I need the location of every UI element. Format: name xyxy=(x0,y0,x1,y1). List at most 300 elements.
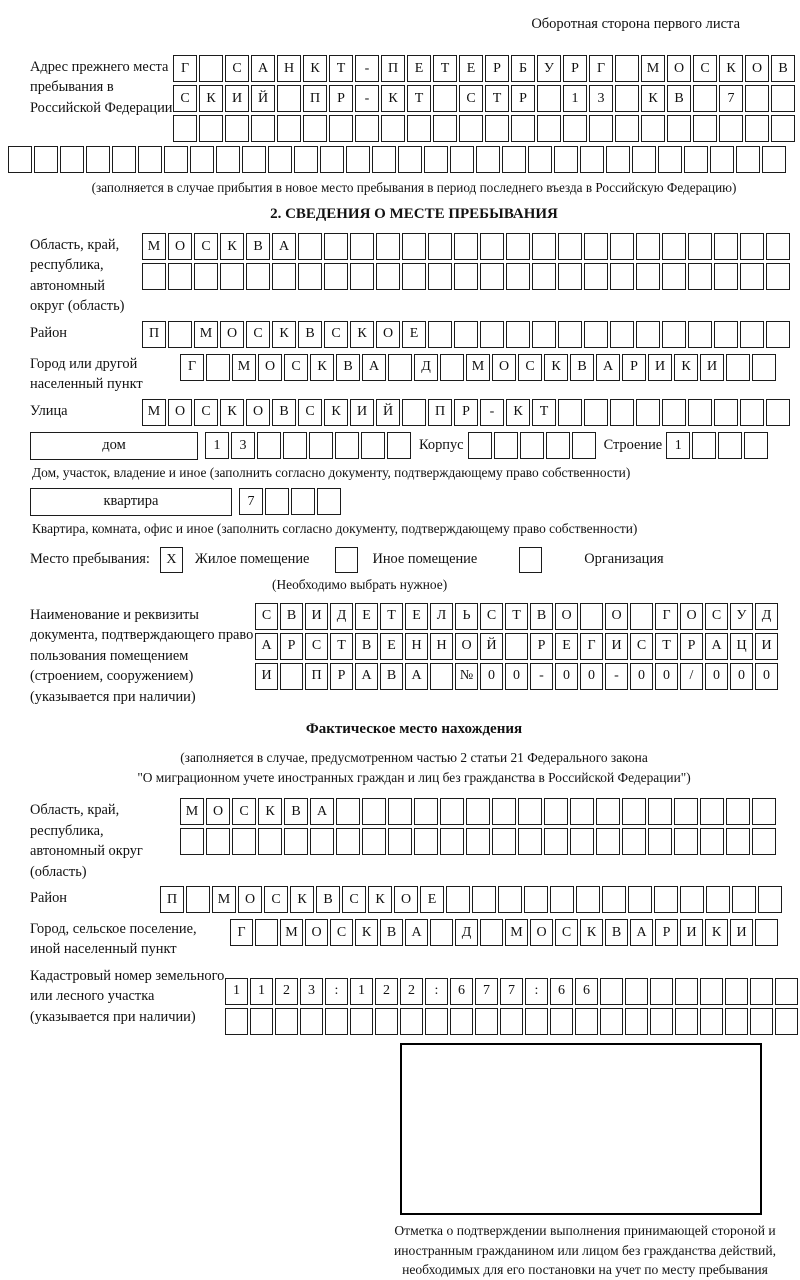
char-cell xyxy=(199,55,223,82)
s2-gorod-row xyxy=(180,354,776,381)
char-cell xyxy=(558,399,582,426)
s2-oblast-block xyxy=(30,233,798,317)
char-cell xyxy=(584,233,608,260)
char-cell xyxy=(674,828,698,855)
char-cell xyxy=(430,919,453,946)
char-cell: 7 xyxy=(719,85,743,112)
char-cell xyxy=(554,146,578,173)
char-cell xyxy=(532,233,556,260)
char-cell: № xyxy=(455,663,478,690)
char-cell: Е xyxy=(380,633,403,660)
char-cell: Й xyxy=(376,399,400,426)
char-cell: 0 xyxy=(580,663,603,690)
char-cell xyxy=(600,978,623,1005)
char-cell xyxy=(283,432,307,459)
char-cell xyxy=(398,146,422,173)
char-cell xyxy=(402,263,426,290)
char-cell: О xyxy=(455,633,478,660)
char-cell: - xyxy=(480,399,504,426)
char-cell xyxy=(744,432,768,459)
char-cell xyxy=(430,663,453,690)
char-cell: С xyxy=(330,919,353,946)
char-cell xyxy=(414,798,438,825)
s2-oblast-row2 xyxy=(142,263,790,290)
char-cell: П xyxy=(305,663,328,690)
char-cell xyxy=(220,263,244,290)
char-cell: В xyxy=(246,233,270,260)
dom-row xyxy=(30,432,798,460)
char-cell: Т xyxy=(485,85,509,112)
char-cell: А xyxy=(255,633,278,660)
char-cell: М xyxy=(505,919,528,946)
char-cell xyxy=(450,1008,473,1035)
document-row1 xyxy=(255,603,778,630)
char-cell xyxy=(558,263,582,290)
char-cell xyxy=(558,233,582,260)
prev-address-row1 xyxy=(173,55,795,82)
char-cell xyxy=(700,978,723,1005)
char-cell: М xyxy=(180,798,204,825)
char-cell xyxy=(206,354,230,381)
char-cell: В xyxy=(316,886,340,913)
char-cell: И xyxy=(305,603,328,630)
char-cell xyxy=(524,886,548,913)
char-cell xyxy=(745,85,769,112)
char-cell: С xyxy=(555,919,578,946)
char-cell xyxy=(272,263,296,290)
prev-address-rows xyxy=(173,55,795,142)
char-cell xyxy=(675,1008,698,1035)
char-cell: 0 xyxy=(505,663,528,690)
char-cell xyxy=(475,1008,498,1035)
char-cell xyxy=(480,263,504,290)
char-cell xyxy=(750,1008,773,1035)
document-row3 xyxy=(255,663,778,690)
char-cell: Т xyxy=(505,603,528,630)
char-cell xyxy=(537,115,561,142)
char-cell xyxy=(532,263,556,290)
kvartira-box: квартира xyxy=(30,488,232,516)
char-cell xyxy=(255,919,278,946)
char-cell xyxy=(650,1008,673,1035)
char-cell: 0 xyxy=(555,663,578,690)
char-cell xyxy=(280,663,303,690)
char-cell: М xyxy=(641,55,665,82)
char-cell: - xyxy=(605,663,628,690)
char-cell xyxy=(641,115,665,142)
s2-gorod-label: Город или другой населенный пункт xyxy=(30,355,143,393)
char-cell xyxy=(589,115,613,142)
char-cell xyxy=(284,828,308,855)
char-cell xyxy=(758,886,782,913)
char-cell xyxy=(381,115,405,142)
fact-gorod-label: Город, сельское поселение, иной населенный пункт xyxy=(30,921,197,958)
char-cell xyxy=(675,978,698,1005)
char-cell: С xyxy=(246,321,270,348)
s2-ulitsa-block xyxy=(30,399,798,426)
char-cell: С xyxy=(459,85,483,112)
char-cell: И xyxy=(755,633,778,660)
char-cell: К xyxy=(199,85,223,112)
char-cell xyxy=(628,886,652,913)
char-cell xyxy=(575,1008,598,1035)
char-cell xyxy=(186,886,210,913)
char-cell: О xyxy=(258,354,282,381)
char-cell: 7 xyxy=(500,978,523,1005)
char-cell xyxy=(309,432,333,459)
char-cell: Р xyxy=(454,399,478,426)
char-cell xyxy=(362,798,386,825)
char-cell xyxy=(361,432,385,459)
zhiloe-label: Жилое помещение xyxy=(194,551,310,568)
char-cell xyxy=(546,432,570,459)
char-cell: К xyxy=(220,233,244,260)
char-cell: Е xyxy=(459,55,483,82)
char-cell xyxy=(298,233,322,260)
char-cell: 0 xyxy=(655,663,678,690)
char-cell: О xyxy=(605,603,628,630)
char-cell xyxy=(440,354,464,381)
char-cell: В xyxy=(355,633,378,660)
char-cell: М xyxy=(142,233,166,260)
char-cell: С xyxy=(305,633,328,660)
char-cell: 7 xyxy=(475,978,498,1005)
char-cell: Е xyxy=(555,633,578,660)
char-cell: В xyxy=(667,85,691,112)
char-cell xyxy=(544,828,568,855)
char-cell xyxy=(622,798,646,825)
char-cell xyxy=(300,1008,323,1035)
char-cell xyxy=(60,146,84,173)
char-cell xyxy=(336,828,360,855)
char-cell xyxy=(502,146,526,173)
char-cell xyxy=(173,115,197,142)
char-cell xyxy=(662,263,686,290)
char-cell: Т xyxy=(655,633,678,660)
char-cell: В xyxy=(530,603,553,630)
char-cell: 6 xyxy=(550,978,573,1005)
char-cell xyxy=(433,115,457,142)
stroenie-cells xyxy=(666,432,768,459)
char-cell xyxy=(492,828,516,855)
char-cell: К xyxy=(381,85,405,112)
char-cell xyxy=(168,321,192,348)
prev-address-row4 xyxy=(8,146,798,173)
char-cell xyxy=(498,886,522,913)
char-cell: 0 xyxy=(755,663,778,690)
char-cell: Н xyxy=(405,633,428,660)
char-cell xyxy=(425,1008,448,1035)
char-cell xyxy=(324,263,348,290)
kvartira-cells xyxy=(239,488,341,515)
char-cell xyxy=(528,146,552,173)
prev-address-row3 xyxy=(173,115,795,142)
fact-gorod-block xyxy=(30,917,798,960)
char-cell xyxy=(718,432,742,459)
char-cell xyxy=(506,263,530,290)
char-cell: - xyxy=(530,663,553,690)
char-cell xyxy=(310,828,334,855)
s2-raion-label: Район xyxy=(30,324,67,341)
s2-oblast-label: Область, край, республика, автономный округ (область) xyxy=(30,237,125,315)
mesto-note: (Необходимо выбрать нужное) xyxy=(272,576,448,592)
fact-raion-block xyxy=(30,886,798,913)
char-cell: Д xyxy=(414,354,438,381)
back-side-note: Оборотная сторона первого листа xyxy=(531,16,740,32)
char-cell: А xyxy=(405,919,428,946)
korpus-label: Корпус xyxy=(419,437,464,454)
char-cell: И xyxy=(680,919,703,946)
char-cell: В xyxy=(380,919,403,946)
char-cell xyxy=(428,321,452,348)
char-cell xyxy=(630,603,653,630)
char-cell: В xyxy=(771,55,795,82)
char-cell xyxy=(610,233,634,260)
prev-address-label: Адрес прежнего места пребывания в Российской Федерации xyxy=(30,59,173,116)
char-cell xyxy=(275,1008,298,1035)
char-cell xyxy=(700,828,724,855)
char-cell xyxy=(428,233,452,260)
char-cell xyxy=(242,146,266,173)
char-cell xyxy=(388,354,412,381)
char-cell: Е xyxy=(402,321,426,348)
char-cell xyxy=(584,263,608,290)
char-cell xyxy=(388,798,412,825)
char-cell: У xyxy=(730,603,753,630)
char-cell: Е xyxy=(420,886,444,913)
char-cell xyxy=(350,233,374,260)
char-cell xyxy=(303,115,327,142)
char-cell xyxy=(168,263,192,290)
prev-address-row2 xyxy=(173,85,795,112)
char-cell xyxy=(86,146,110,173)
char-cell: С xyxy=(342,886,366,913)
char-cell xyxy=(766,399,790,426)
char-cell xyxy=(494,432,518,459)
char-cell xyxy=(485,115,509,142)
char-cell xyxy=(740,263,764,290)
char-cell xyxy=(725,978,748,1005)
char-cell xyxy=(335,432,359,459)
char-cell xyxy=(142,263,166,290)
char-cell: О xyxy=(394,886,418,913)
char-cell xyxy=(667,115,691,142)
char-cell xyxy=(615,115,639,142)
char-cell: С xyxy=(693,55,717,82)
char-cell: П xyxy=(142,321,166,348)
char-cell: С xyxy=(324,321,348,348)
char-cell: 0 xyxy=(480,663,503,690)
char-cell xyxy=(251,115,275,142)
char-cell: П xyxy=(381,55,405,82)
char-cell: К xyxy=(355,919,378,946)
char-cell xyxy=(268,146,292,173)
char-cell xyxy=(680,886,704,913)
fact-oblast-row2 xyxy=(180,828,776,855)
char-cell: Й xyxy=(251,85,275,112)
char-cell xyxy=(407,115,431,142)
char-cell xyxy=(550,886,574,913)
char-cell: Т xyxy=(407,85,431,112)
char-cell: О xyxy=(745,55,769,82)
char-cell: Р xyxy=(530,633,553,660)
char-cell xyxy=(511,115,535,142)
char-cell: К xyxy=(544,354,568,381)
char-cell: Р xyxy=(563,55,587,82)
kvartira-caption: Квартира, комната, офис и иное (заполнить согласно документу, подтверждающему право собственности) xyxy=(32,520,638,536)
stamp-box xyxy=(400,1043,762,1215)
fact-kadastr-rows xyxy=(225,978,798,1035)
char-cell xyxy=(580,603,603,630)
char-cell: О xyxy=(168,399,192,426)
char-cell xyxy=(525,1008,548,1035)
fact-gorod-row xyxy=(230,919,778,946)
char-cell xyxy=(700,1008,723,1035)
char-cell xyxy=(506,233,530,260)
stamp-caption: Отметка о подтверждении выполнения принимающей стороной и иностранным гражданином или лицом без гражданства действий, необходимых для его постановки на учет по месту пребывания xyxy=(394,1222,776,1278)
char-cell xyxy=(576,886,600,913)
char-cell xyxy=(584,321,608,348)
char-cell: Т xyxy=(532,399,556,426)
char-cell: : xyxy=(425,978,448,1005)
char-cell: 1 xyxy=(666,432,690,459)
char-cell: 1 xyxy=(350,978,373,1005)
char-cell: / xyxy=(680,663,703,690)
char-cell: Г xyxy=(580,633,603,660)
char-cell: С xyxy=(173,85,197,112)
org-checkbox xyxy=(519,547,542,573)
char-cell: А xyxy=(310,798,334,825)
char-cell xyxy=(725,1008,748,1035)
char-cell: П xyxy=(428,399,452,426)
char-cell xyxy=(710,146,734,173)
char-cell: У xyxy=(537,55,561,82)
char-cell: Г xyxy=(173,55,197,82)
s2-gorod-block xyxy=(30,352,798,395)
char-cell xyxy=(325,1008,348,1035)
char-cell xyxy=(476,146,500,173)
char-cell: И xyxy=(648,354,672,381)
char-cell xyxy=(506,321,530,348)
char-cell: В xyxy=(280,603,303,630)
char-cell xyxy=(246,263,270,290)
char-cell xyxy=(294,146,318,173)
char-cell xyxy=(726,828,750,855)
document-label: Наименование и реквизиты документа, подтверждающего право пользования помещением (строением, сооружением) (указывается при наличии) xyxy=(30,606,254,705)
char-cell xyxy=(636,263,660,290)
char-cell xyxy=(480,233,504,260)
char-cell xyxy=(662,233,686,260)
char-cell xyxy=(570,828,594,855)
char-cell xyxy=(752,828,776,855)
char-cell xyxy=(400,1008,423,1035)
fact-kadastr-label: Кадастровый номер земельного или лесного участка (указывается при наличии) xyxy=(30,967,225,1025)
char-cell: Е xyxy=(405,603,428,630)
char-cell xyxy=(324,233,348,260)
char-cell xyxy=(762,146,786,173)
char-cell xyxy=(610,399,634,426)
char-cell: Р xyxy=(280,633,303,660)
char-cell: 0 xyxy=(705,663,728,690)
char-cell xyxy=(350,263,374,290)
char-cell xyxy=(615,85,639,112)
char-cell: А xyxy=(362,354,386,381)
char-cell xyxy=(750,978,773,1005)
char-cell: К xyxy=(506,399,530,426)
char-cell: О xyxy=(220,321,244,348)
char-cell xyxy=(112,146,136,173)
char-cell: Д xyxy=(455,919,478,946)
char-cell xyxy=(600,1008,623,1035)
char-cell xyxy=(472,886,496,913)
char-cell xyxy=(277,85,301,112)
char-cell xyxy=(518,798,542,825)
char-cell: К xyxy=(580,919,603,946)
char-cell xyxy=(320,146,344,173)
char-cell xyxy=(648,798,672,825)
char-cell xyxy=(375,1008,398,1035)
char-cell: Л xyxy=(430,603,453,630)
char-cell: А xyxy=(596,354,620,381)
char-cell xyxy=(572,432,596,459)
char-cell: В xyxy=(272,399,296,426)
char-cell xyxy=(740,321,764,348)
char-cell: К xyxy=(368,886,392,913)
char-cell xyxy=(537,85,561,112)
inoe-label: Иное помещение xyxy=(372,551,478,568)
char-cell: Б xyxy=(511,55,535,82)
fact-oblast-block xyxy=(30,798,798,882)
char-cell xyxy=(688,233,712,260)
char-cell: В xyxy=(605,919,628,946)
char-cell: О xyxy=(206,798,230,825)
stroenie-label: Строение xyxy=(603,437,663,454)
char-cell: И xyxy=(605,633,628,660)
char-cell: В xyxy=(570,354,594,381)
char-cell xyxy=(336,798,360,825)
fact-caption-line2: "О миграционном учете иностранных граждан и лиц без гражданства в Российской Федерации") xyxy=(137,770,691,786)
char-cell: Р xyxy=(330,663,353,690)
char-cell: 1 xyxy=(205,432,229,459)
char-cell xyxy=(736,146,760,173)
char-cell: П xyxy=(303,85,327,112)
char-cell xyxy=(688,399,712,426)
dom-caption: Дом, участок, владение и иное (заполнить согласно документу, подтверждающему право собственности) xyxy=(32,464,631,480)
char-cell xyxy=(388,828,412,855)
char-cell: К xyxy=(290,886,314,913)
char-cell: 0 xyxy=(630,663,653,690)
char-cell xyxy=(376,233,400,260)
char-cell: Й xyxy=(480,633,503,660)
char-cell: О xyxy=(376,321,400,348)
char-cell xyxy=(745,115,769,142)
char-cell: С xyxy=(255,603,278,630)
char-cell xyxy=(662,321,686,348)
char-cell xyxy=(454,233,478,260)
fact-kadastr-row1 xyxy=(225,978,798,1005)
char-cell: И xyxy=(225,85,249,112)
char-cell xyxy=(291,488,315,515)
char-cell xyxy=(596,798,620,825)
char-cell: С xyxy=(298,399,322,426)
char-cell xyxy=(771,115,795,142)
char-cell: М xyxy=(212,886,236,913)
char-cell xyxy=(740,399,764,426)
char-cell: О xyxy=(667,55,691,82)
fact-raion-label: Район xyxy=(30,890,67,907)
kvartira-row xyxy=(30,488,798,516)
char-cell: Ц xyxy=(730,633,753,660)
